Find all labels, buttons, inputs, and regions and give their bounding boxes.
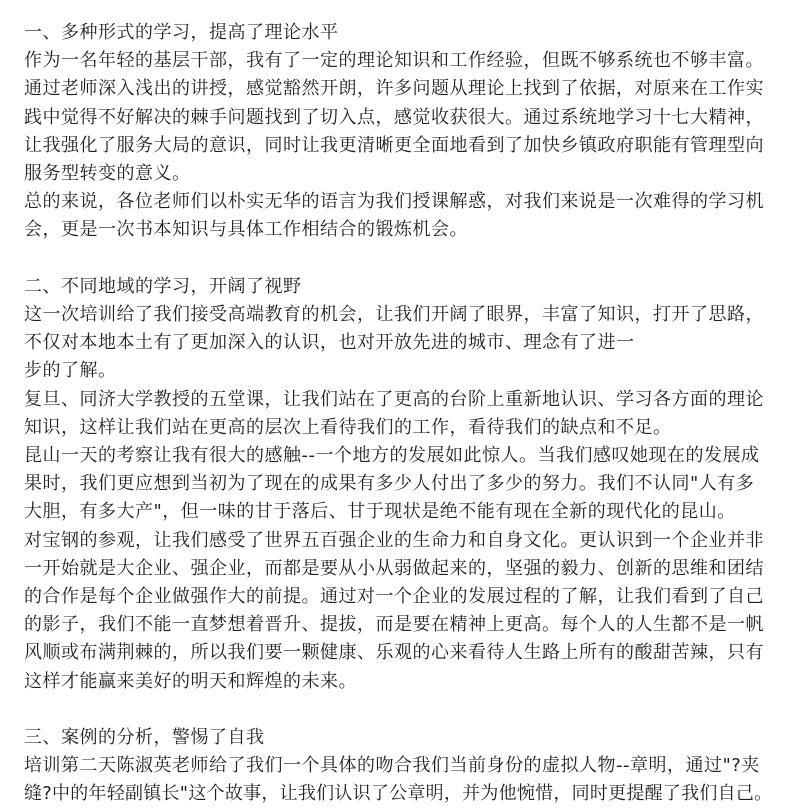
paragraph-line: 总的来说，各位老师们以朴实无华的语言为我们授课解惑，对我们来说是一次难得的学习机 — [24, 191, 764, 213]
blank-line — [24, 696, 776, 724]
paragraph-line: 复旦、同济大学教授的五堂课，让我们站在了更高的台阶上重新地认识、学习各方面的理论 — [24, 388, 764, 410]
paragraph-line: 让我强化了服务大局的意识，同时让我更清晰更全面地看到了加快乡镇政府职能有管理型向 — [24, 134, 764, 156]
paragraph-line: 作为一名年轻的基层干部，我有了一定的理论知识和工作经验，但既不够系统也不够丰富。 — [24, 50, 764, 72]
paragraph-line: 服务型转变的意义。 — [24, 163, 191, 185]
paragraph-line: 对宝钢的参观，让我们感受了世界五百强企业的生命力和自身文化。更认识到一个企业并非 — [24, 529, 764, 551]
paragraph-line: 通过老师深入浅出的讲授，感觉豁然开朗，许多问题从理论上找到了依据，对原来在工作实 — [24, 78, 764, 100]
paragraph-line: 会，更是一次书本知识与具体工作相结合的锻炼机会。 — [24, 219, 468, 241]
paragraph-line: 不仅对本地本土有了更加深入的认识，也对开放先进的城市、理念有了进一 — [24, 332, 635, 354]
section-heading: 一、多种形式的学习，提高了理论水平 — [24, 22, 339, 43]
paragraph-line: 大胆，有多大产"，但一味的甘于落后、甘于现状是绝不能有现在全新的现代化的昆山。 — [24, 501, 736, 523]
paragraph-line: 步的了解。 — [24, 360, 117, 382]
paragraph-line: 践中觉得不好解决的棘手问题找到了切入点，感觉收获很大。通过系统地学习十七大精神， — [24, 106, 764, 128]
blank-line — [24, 245, 776, 273]
paragraph-line: 缝?中的年轻副镇长"这个故事，让我们认识了公章明，并为他惋惜，同时更提醒了我们自己。 — [24, 783, 773, 805]
paragraph-line: 培训第二天陈淑英老师给了我们一个具体的吻合我们当前身份的虚拟人物--章明，通过"?夹 — [24, 755, 760, 777]
paragraph-line: 知识，这样让我们站在更高的层次上看待我们的工作，看待我们的缺点和不足。 — [24, 416, 672, 438]
paragraph-line: 的合作是每个企业做强作大的前提。通过对一个企业的发展过程的了解，让我们看到了自己 — [24, 586, 764, 608]
paragraph-line: 一开始就是大企业、强企业，而都是要从小从弱做起来的，坚强的毅力、创新的思维和团结 — [24, 557, 764, 579]
paragraph-line: 果时，我们更应想到当初为了现在的成果有多少人付出了多少的努力。我们不认同"人有多 — [24, 473, 755, 495]
section-heading: 三、案例的分析，警惕了自我 — [24, 727, 265, 749]
paragraph-line: 这样才能赢来美好的明天和辉煌的未来。 — [24, 670, 357, 692]
section-heading: 二、不同地域的学习，开阔了视野 — [24, 275, 302, 297]
paragraph-line: 昆山一天的考察让我有很大的感触--一个地方的发展如此惊人。当我们感叹她现在的发展成 — [24, 445, 760, 467]
paragraph-line: 这一次培训给了我们接受高端教育的机会，让我们开阔了眼界，丰富了知识，打开了思路， — [24, 304, 764, 326]
document-body — [24, 19, 776, 809]
paragraph-line: 风顺或布满荆棘的，所以我们要一颗健康、乐观的心来看待人生路上所有的酸甜苦辣，只有 — [24, 642, 764, 664]
paragraph-line: 的影子，我们不能一直梦想着晋升、提拔，而是要在精神上更高。每个人的人生都不是一帆 — [24, 614, 764, 636]
